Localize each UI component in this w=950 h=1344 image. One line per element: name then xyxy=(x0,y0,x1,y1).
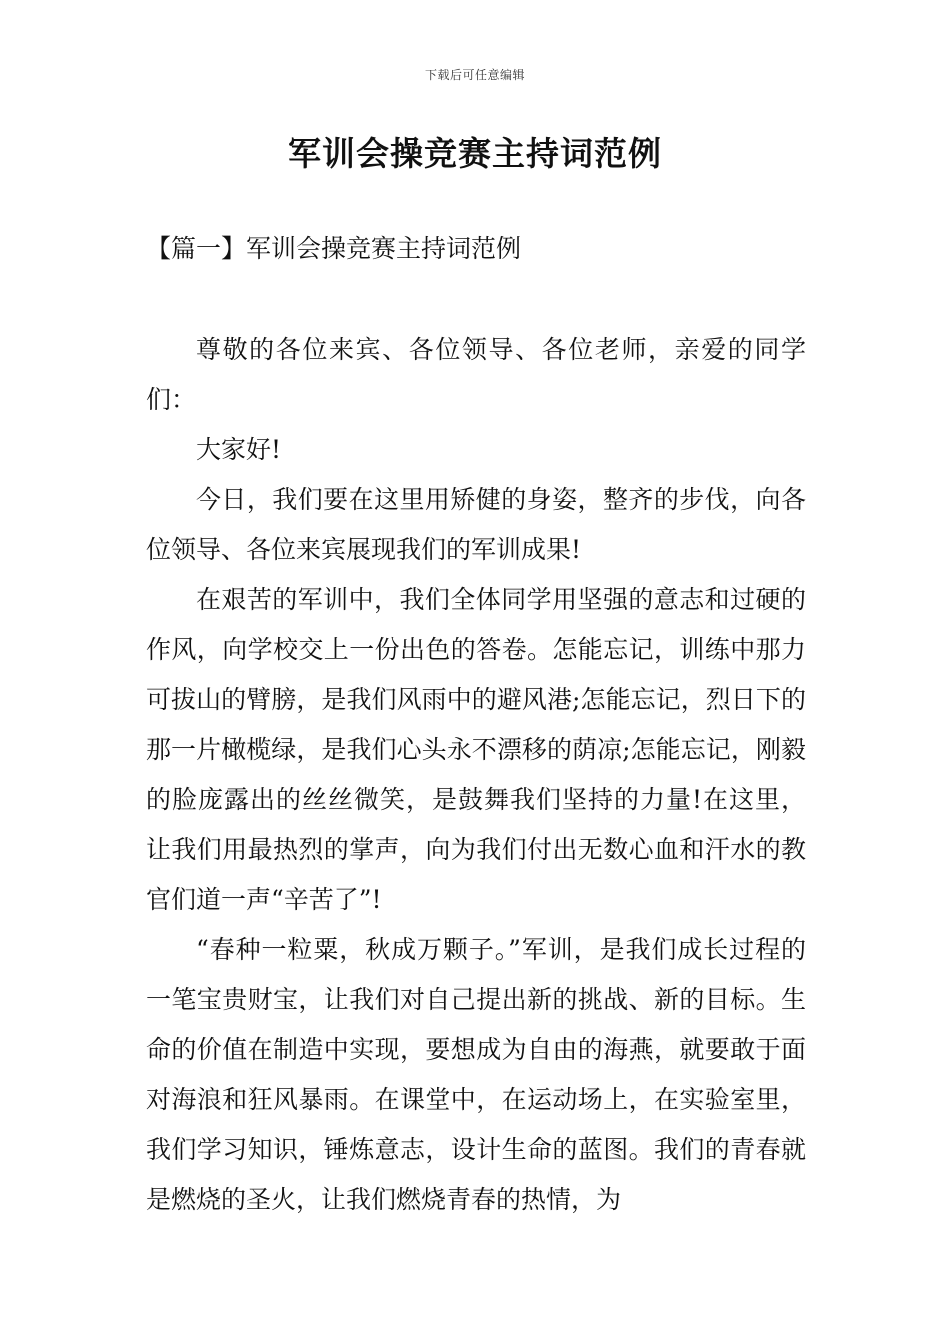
paragraph-growth: “春种一粒粟，秋成万颗子。”军训，是我们成长过程的一笔宝贵财宝，让我们对自己提出新的挑战、新的目标。生命的价值在制造中实现，要想成为自由的海燕，就要敢于面对海浪和狂风暴雨。在课堂中，在运动场上，在实验室里，我们学习知识，锤炼意志，设计生命的蓝图。我们的青春就是燃烧的圣火，让我们燃烧青春的热情，为 xyxy=(146,935,806,1214)
paragraph-training: 在艰苦的军训中，我们全体同学用坚强的意志和过硬的作风，向学校交上一份出色的答卷。怎能忘记，训练中那力可拔山的臂膀，是我们风雨中的避风港;怎能忘记，烈日下的那一片橄榄绿，是我们心头永不漂移的荫凉;怎能忘记，刚毅的脸庞露出的丝丝微笑，是鼓舞我们坚持的力量!在这里，让我们用最热烈的掌声，向为我们付出无数心血和汗水的教官们道一声“辛苦了”! xyxy=(146,585,806,914)
paragraph-hello: 大家好! xyxy=(196,435,282,464)
paragraph-intro: 今日，我们要在这里用矫健的身姿，整齐的步伐，向各位领导、各位来宾展现我们的军训成果! xyxy=(146,485,806,564)
paragraph-greeting: 尊敬的各位来宾、各位领导、各位老师，亲爱的同学们： xyxy=(146,335,806,414)
section-heading: 【篇一】军训会操竞赛主持词范例 xyxy=(146,234,522,263)
header-note: 下载后可任意编辑 xyxy=(424,68,525,82)
body-text xyxy=(146,325,806,1225)
document-title: 军训会操竞赛主持词范例 xyxy=(288,134,662,173)
